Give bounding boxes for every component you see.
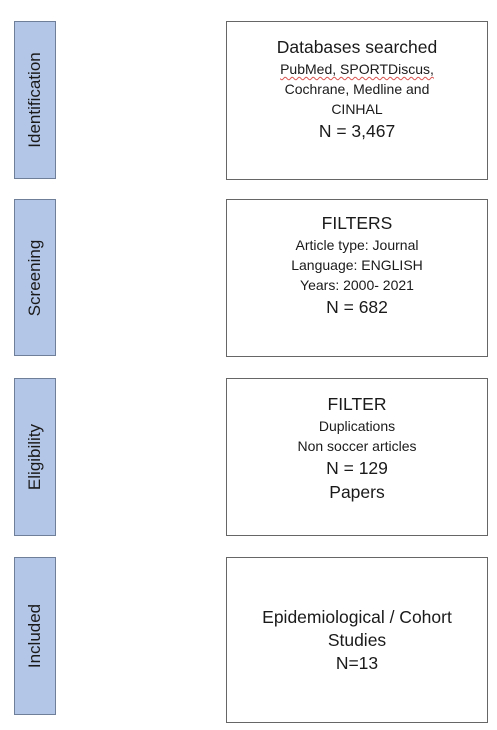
box-line: Non soccer articles [297, 438, 417, 454]
box-line: Papers [329, 482, 385, 502]
stage-label-identification [14, 21, 56, 179]
stage-label-text: Included [25, 603, 44, 669]
box-count: N=13 [335, 652, 379, 673]
box-heading: Epidemiological / Cohort [262, 606, 452, 627]
stage-label-text: Eligibility [25, 423, 44, 491]
eligibility-box [226, 378, 488, 536]
stage-label-screening [14, 199, 56, 356]
box-line: PubMed, SPORTDiscus, [280, 61, 434, 77]
box-heading: Databases searched [276, 37, 438, 57]
box-line: Cochrane, Medline and [284, 81, 430, 97]
identification-box [226, 21, 488, 180]
stage-label-eligibility [14, 378, 56, 536]
stage-label-included [14, 557, 56, 715]
box-count: N = 682 [326, 297, 388, 317]
box-heading: FILTERS [321, 213, 393, 233]
box-heading: FILTER [327, 394, 387, 414]
box-line: Years: 2000- 2021 [300, 277, 414, 293]
screening-box [226, 199, 488, 357]
box-line: CINHAL [331, 101, 383, 117]
box-line: Article type: Journal [295, 237, 419, 253]
box-count: N = 129 [326, 458, 388, 478]
stage-label-text: Identification [25, 52, 44, 148]
included-box [226, 557, 488, 723]
box-line: Studies [327, 629, 387, 650]
stage-label-text: Screening [25, 239, 44, 316]
box-line: Language: ENGLISH [291, 257, 423, 273]
box-line: Duplications [318, 418, 396, 434]
box-count: N = 3,467 [318, 121, 396, 141]
